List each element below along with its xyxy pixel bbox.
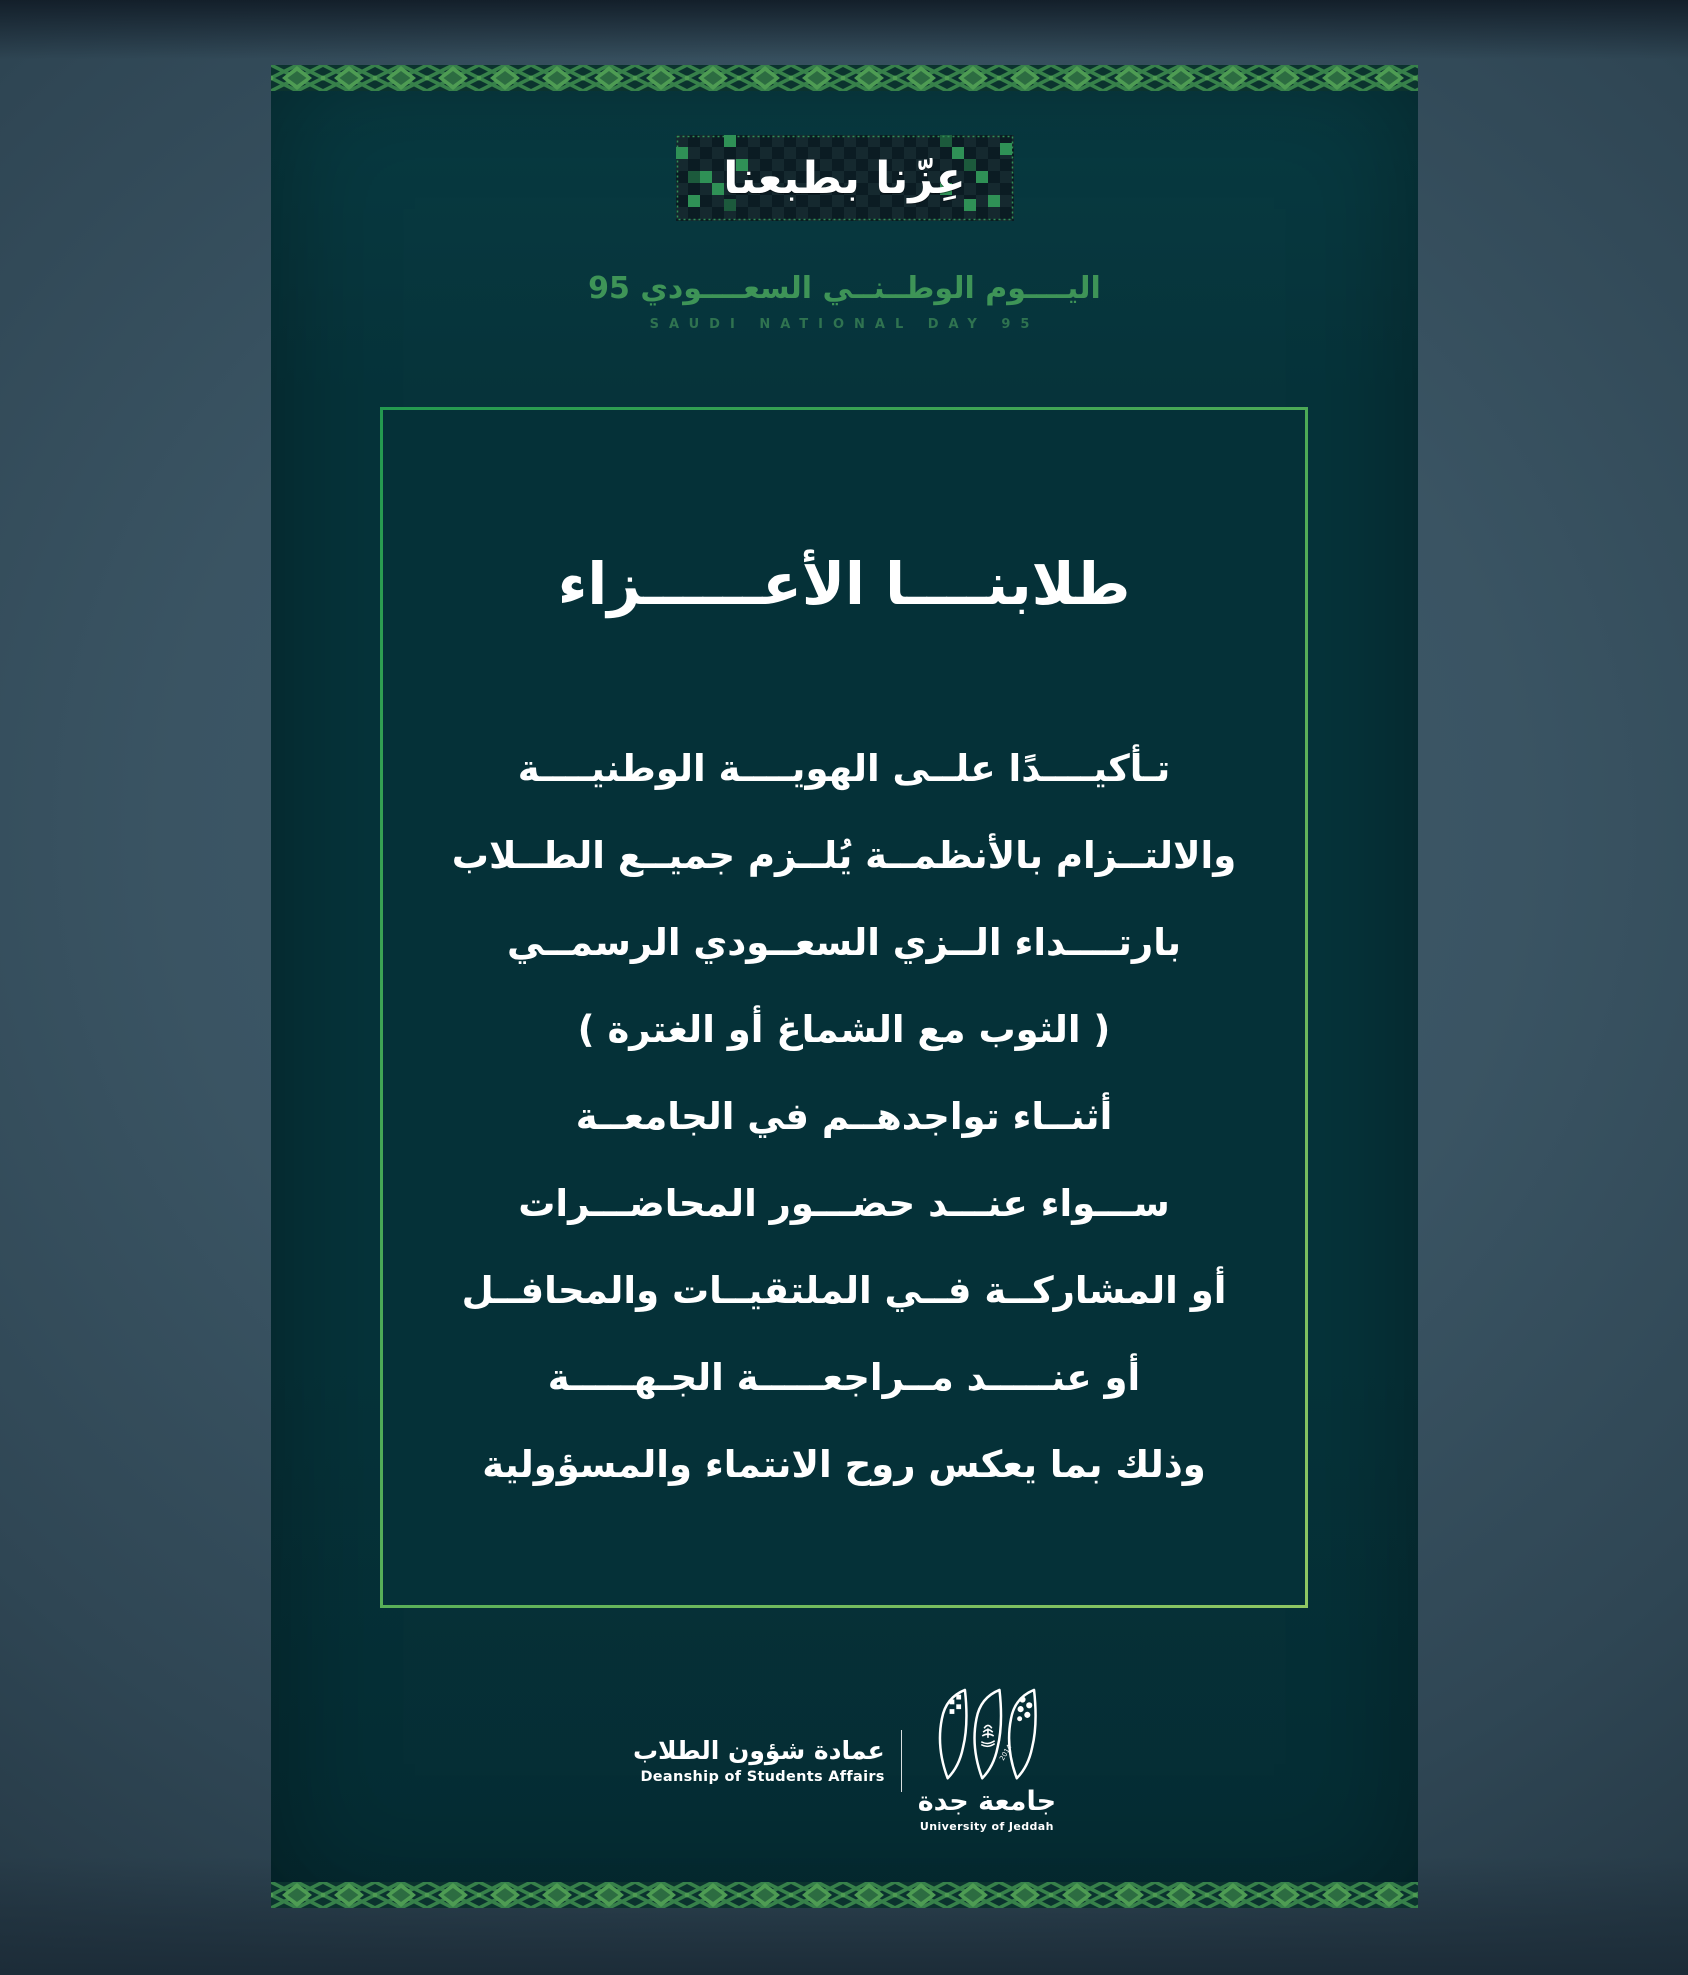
university-of-jeddah-logo-icon [932, 1688, 1042, 1784]
geometric-border-bottom [271, 1882, 1418, 1908]
notice-frame [380, 407, 1308, 1608]
notice-line: أثنــاء تواجدهــم في الجامعــة [575, 1095, 1113, 1138]
notice-title: طلابنــــا الأعــــــزاء [557, 550, 1131, 618]
notice-line: أو المشاركــة فــي الملتقيــات والمحافــل [461, 1269, 1227, 1312]
deanship-logo-block [633, 1736, 885, 1785]
notice-line: أو عنـــــد مــراجعـــــة الجـهـــــة [547, 1356, 1141, 1399]
national-day-logo-box [676, 135, 1014, 221]
footer-logos [271, 1688, 1418, 1833]
notice-line: ســـواء عنـــد حضـــور المحاضـــرات [518, 1182, 1170, 1225]
university-name-english: University of Jeddah [919, 1820, 1054, 1833]
deanship-name-arabic: عمادة شؤون الطلاب [632, 1736, 885, 1765]
notice-body [383, 725, 1305, 1508]
notice-line: بارتــــداء الــزي السعــودي الرسمــي [507, 921, 1181, 964]
university-logo-block [918, 1688, 1056, 1833]
notice-line: ( الثوب مع الشماغ أو الغترة ) [577, 1008, 1111, 1051]
footer-divider [901, 1730, 902, 1792]
national-day-subtitle-english: SAUDI NATIONAL DAY 95 [649, 317, 1040, 332]
national-day-poster [271, 65, 1418, 1908]
deanship-name-english: Deanship of Students Affairs [640, 1769, 885, 1785]
geometric-border-top [271, 65, 1418, 91]
notice-line: تـأكيــــدًا علــى الهويــــة الوطنيــــة [517, 747, 1171, 790]
logo-year-mark: 2014 [997, 1743, 1014, 1762]
notice-frame-inner [383, 410, 1305, 1605]
notice-line: والالتــزام بالأنظمــة يُلــزم جميــع الطــلاب [451, 834, 1237, 877]
notice-line: وذلك بما يعكس روح الانتماء والمسؤولية [482, 1443, 1206, 1486]
national-day-slogan: عِزّنا بطبعنا [723, 152, 966, 204]
university-name-arabic: جامعة جدة [917, 1786, 1057, 1817]
national-day-subtitle-arabic: اليــــوم الوطــنــي السعــــودي 95 [588, 271, 1101, 306]
